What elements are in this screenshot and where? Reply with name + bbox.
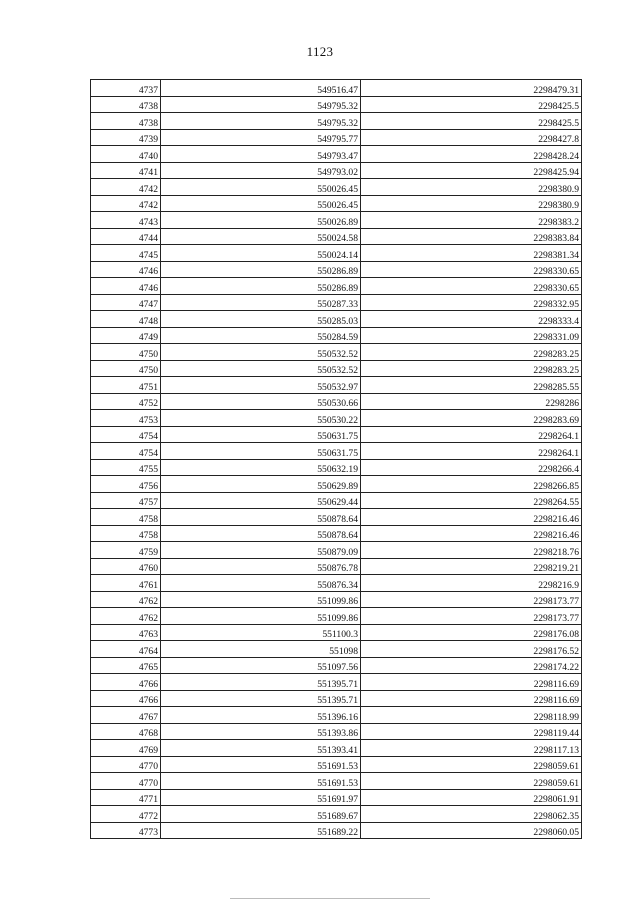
point-id-cell: 4759 (91, 542, 161, 559)
table-row (91, 327, 582, 344)
y-coordinate-cell: 2298331.09 (361, 327, 582, 344)
x-coordinate-cell: 550026.89 (161, 212, 361, 229)
point-id-cell: 4746 (91, 278, 161, 295)
y-coordinate-cell: 2298059.61 (361, 756, 582, 773)
table-row (91, 723, 582, 740)
point-id-cell: 4763 (91, 624, 161, 641)
x-coordinate-cell: 549795.32 (161, 96, 361, 113)
x-coordinate-cell: 550530.66 (161, 393, 361, 410)
y-coordinate-cell: 2298428.24 (361, 146, 582, 163)
x-coordinate-cell: 551691.97 (161, 789, 361, 806)
x-coordinate-cell: 551097.56 (161, 657, 361, 674)
point-id-cell: 4737 (91, 80, 161, 97)
page-bottom-rule (230, 898, 430, 899)
x-coordinate-cell: 550876.34 (161, 575, 361, 592)
x-coordinate-cell: 551100.3 (161, 624, 361, 641)
y-coordinate-cell: 2298383.84 (361, 228, 582, 245)
point-id-cell: 4746 (91, 261, 161, 278)
y-coordinate-cell: 2298219.21 (361, 558, 582, 575)
point-id-cell: 4749 (91, 327, 161, 344)
table-row (91, 113, 582, 130)
point-id-cell: 4754 (91, 426, 161, 443)
x-coordinate-cell: 550026.45 (161, 179, 361, 196)
y-coordinate-cell: 2298266.85 (361, 476, 582, 493)
table-row (91, 789, 582, 806)
table-row (91, 426, 582, 443)
x-coordinate-cell: 550532.52 (161, 360, 361, 377)
point-id-cell: 4771 (91, 789, 161, 806)
table-row (91, 476, 582, 493)
x-coordinate-cell: 551098 (161, 641, 361, 658)
point-id-cell: 4769 (91, 740, 161, 757)
point-id-cell: 4761 (91, 575, 161, 592)
point-id-cell: 4756 (91, 476, 161, 493)
x-coordinate-cell: 550629.44 (161, 492, 361, 509)
table-row (91, 575, 582, 592)
x-coordinate-cell: 550286.89 (161, 278, 361, 295)
x-coordinate-cell: 550284.59 (161, 327, 361, 344)
y-coordinate-cell: 2298216.46 (361, 525, 582, 542)
x-coordinate-cell: 550879.09 (161, 542, 361, 559)
point-id-cell: 4758 (91, 509, 161, 526)
y-coordinate-cell: 2298285.55 (361, 377, 582, 394)
point-id-cell: 4738 (91, 113, 161, 130)
y-coordinate-cell: 2298117.13 (361, 740, 582, 757)
y-coordinate-cell: 2298283.69 (361, 410, 582, 427)
table-row (91, 591, 582, 608)
point-id-cell: 4758 (91, 525, 161, 542)
table-row (91, 459, 582, 476)
x-coordinate-cell: 550532.97 (161, 377, 361, 394)
point-id-cell: 4742 (91, 195, 161, 212)
y-coordinate-cell: 2298330.65 (361, 261, 582, 278)
x-coordinate-cell: 550878.64 (161, 525, 361, 542)
point-id-cell: 4773 (91, 822, 161, 839)
table-row (91, 129, 582, 146)
point-id-cell: 4750 (91, 360, 161, 377)
point-id-cell: 4767 (91, 707, 161, 724)
x-coordinate-cell: 550026.45 (161, 195, 361, 212)
table-row (91, 707, 582, 724)
y-coordinate-cell: 2298380.9 (361, 195, 582, 212)
table-row (91, 344, 582, 361)
table-row (91, 360, 582, 377)
point-id-cell: 4762 (91, 591, 161, 608)
table-row (91, 410, 582, 427)
point-id-cell: 4772 (91, 806, 161, 823)
y-coordinate-cell: 2298116.69 (361, 690, 582, 707)
table-row (91, 311, 582, 328)
y-coordinate-cell: 2298381.34 (361, 245, 582, 262)
table-row (91, 393, 582, 410)
x-coordinate-cell: 550286.89 (161, 261, 361, 278)
table-row (91, 261, 582, 278)
y-coordinate-cell: 2298060.05 (361, 822, 582, 839)
table-row (91, 740, 582, 757)
x-coordinate-cell: 551395.71 (161, 690, 361, 707)
page-number: 1123 (306, 44, 334, 59)
y-coordinate-cell: 2298176.08 (361, 624, 582, 641)
y-coordinate-cell: 2298427.8 (361, 129, 582, 146)
x-coordinate-cell: 551099.86 (161, 591, 361, 608)
y-coordinate-cell: 2298119.44 (361, 723, 582, 740)
point-id-cell: 4757 (91, 492, 161, 509)
y-coordinate-cell: 2298425.5 (361, 96, 582, 113)
y-coordinate-cell: 2298264.55 (361, 492, 582, 509)
y-coordinate-cell: 2298062.35 (361, 806, 582, 823)
table-row (91, 822, 582, 839)
table-row (91, 245, 582, 262)
y-coordinate-cell: 2298216.9 (361, 575, 582, 592)
point-id-cell: 4755 (91, 459, 161, 476)
table-row (91, 624, 582, 641)
y-coordinate-cell: 2298059.61 (361, 773, 582, 790)
table-row (91, 278, 582, 295)
x-coordinate-cell: 550629.89 (161, 476, 361, 493)
table-row (91, 674, 582, 691)
x-coordinate-cell: 551395.71 (161, 674, 361, 691)
x-coordinate-cell: 551691.53 (161, 756, 361, 773)
point-id-cell: 4762 (91, 608, 161, 625)
point-id-cell: 4740 (91, 146, 161, 163)
table-row (91, 146, 582, 163)
point-id-cell: 4747 (91, 294, 161, 311)
x-coordinate-cell: 551393.41 (161, 740, 361, 757)
y-coordinate-cell: 2298173.77 (361, 591, 582, 608)
point-id-cell: 4764 (91, 641, 161, 658)
y-coordinate-cell: 2298173.77 (361, 608, 582, 625)
table-row (91, 179, 582, 196)
table-row (91, 806, 582, 823)
table-row (91, 80, 582, 97)
x-coordinate-cell: 550024.14 (161, 245, 361, 262)
table-row (91, 641, 582, 658)
y-coordinate-cell: 2298218.76 (361, 542, 582, 559)
point-id-cell: 4748 (91, 311, 161, 328)
y-coordinate-cell: 2298118.99 (361, 707, 582, 724)
x-coordinate-cell: 551691.53 (161, 773, 361, 790)
x-coordinate-cell: 551689.67 (161, 806, 361, 823)
y-coordinate-cell: 2298174.22 (361, 657, 582, 674)
x-coordinate-cell: 549795.77 (161, 129, 361, 146)
y-coordinate-cell: 2298383.2 (361, 212, 582, 229)
point-id-cell: 4744 (91, 228, 161, 245)
point-id-cell: 4745 (91, 245, 161, 262)
point-id-cell: 4768 (91, 723, 161, 740)
y-coordinate-cell: 2298425.94 (361, 162, 582, 179)
y-coordinate-cell: 2298266.4 (361, 459, 582, 476)
coordinate-table (90, 79, 582, 839)
point-id-cell: 4753 (91, 410, 161, 427)
x-coordinate-cell: 551689.22 (161, 822, 361, 839)
y-coordinate-cell: 2298264.1 (361, 443, 582, 460)
table-row (91, 195, 582, 212)
table-row (91, 509, 582, 526)
table-row (91, 756, 582, 773)
y-coordinate-cell: 2298216.46 (361, 509, 582, 526)
x-coordinate-cell: 551393.86 (161, 723, 361, 740)
x-coordinate-cell: 550285.03 (161, 311, 361, 328)
table-row (91, 690, 582, 707)
table-row (91, 525, 582, 542)
y-coordinate-cell: 2298333.4 (361, 311, 582, 328)
x-coordinate-cell: 550287.33 (161, 294, 361, 311)
point-id-cell: 4738 (91, 96, 161, 113)
table-row (91, 558, 582, 575)
point-id-cell: 4770 (91, 756, 161, 773)
table-row (91, 542, 582, 559)
x-coordinate-cell: 549793.02 (161, 162, 361, 179)
table-row (91, 608, 582, 625)
point-id-cell: 4752 (91, 393, 161, 410)
x-coordinate-cell: 549516.47 (161, 80, 361, 97)
table-row (91, 96, 582, 113)
table-row (91, 212, 582, 229)
x-coordinate-cell: 550532.52 (161, 344, 361, 361)
table-row (91, 443, 582, 460)
y-coordinate-cell: 2298330.65 (361, 278, 582, 295)
y-coordinate-cell: 2298061.91 (361, 789, 582, 806)
point-id-cell: 4741 (91, 162, 161, 179)
point-id-cell: 4766 (91, 674, 161, 691)
table-row (91, 773, 582, 790)
x-coordinate-cell: 550631.75 (161, 426, 361, 443)
y-coordinate-cell: 2298479.31 (361, 80, 582, 97)
point-id-cell: 4766 (91, 690, 161, 707)
table-row (91, 492, 582, 509)
x-coordinate-cell: 550631.75 (161, 443, 361, 460)
table-row (91, 228, 582, 245)
x-coordinate-cell: 549795.32 (161, 113, 361, 130)
y-coordinate-cell: 2298116.69 (361, 674, 582, 691)
point-id-cell: 4770 (91, 773, 161, 790)
y-coordinate-cell: 2298176.52 (361, 641, 582, 658)
y-coordinate-cell: 2298264.1 (361, 426, 582, 443)
point-id-cell: 4750 (91, 344, 161, 361)
point-id-cell: 4742 (91, 179, 161, 196)
x-coordinate-cell: 551396.16 (161, 707, 361, 724)
point-id-cell: 4765 (91, 657, 161, 674)
table-row (91, 162, 582, 179)
y-coordinate-cell: 2298332.95 (361, 294, 582, 311)
table-row (91, 294, 582, 311)
table-row (91, 657, 582, 674)
x-coordinate-cell: 551099.86 (161, 608, 361, 625)
point-id-cell: 4743 (91, 212, 161, 229)
y-coordinate-cell: 2298286 (361, 393, 582, 410)
x-coordinate-cell: 550530.22 (161, 410, 361, 427)
point-id-cell: 4751 (91, 377, 161, 394)
y-coordinate-cell: 2298425.5 (361, 113, 582, 130)
coordinate-table-body (91, 80, 582, 839)
x-coordinate-cell: 549793.47 (161, 146, 361, 163)
y-coordinate-cell: 2298380.9 (361, 179, 582, 196)
point-id-cell: 4760 (91, 558, 161, 575)
x-coordinate-cell: 550632.19 (161, 459, 361, 476)
x-coordinate-cell: 550878.64 (161, 509, 361, 526)
x-coordinate-cell: 550876.78 (161, 558, 361, 575)
point-id-cell: 4754 (91, 443, 161, 460)
table-row (91, 377, 582, 394)
x-coordinate-cell: 550024.58 (161, 228, 361, 245)
y-coordinate-cell: 2298283.25 (361, 360, 582, 377)
y-coordinate-cell: 2298283.25 (361, 344, 582, 361)
point-id-cell: 4739 (91, 129, 161, 146)
